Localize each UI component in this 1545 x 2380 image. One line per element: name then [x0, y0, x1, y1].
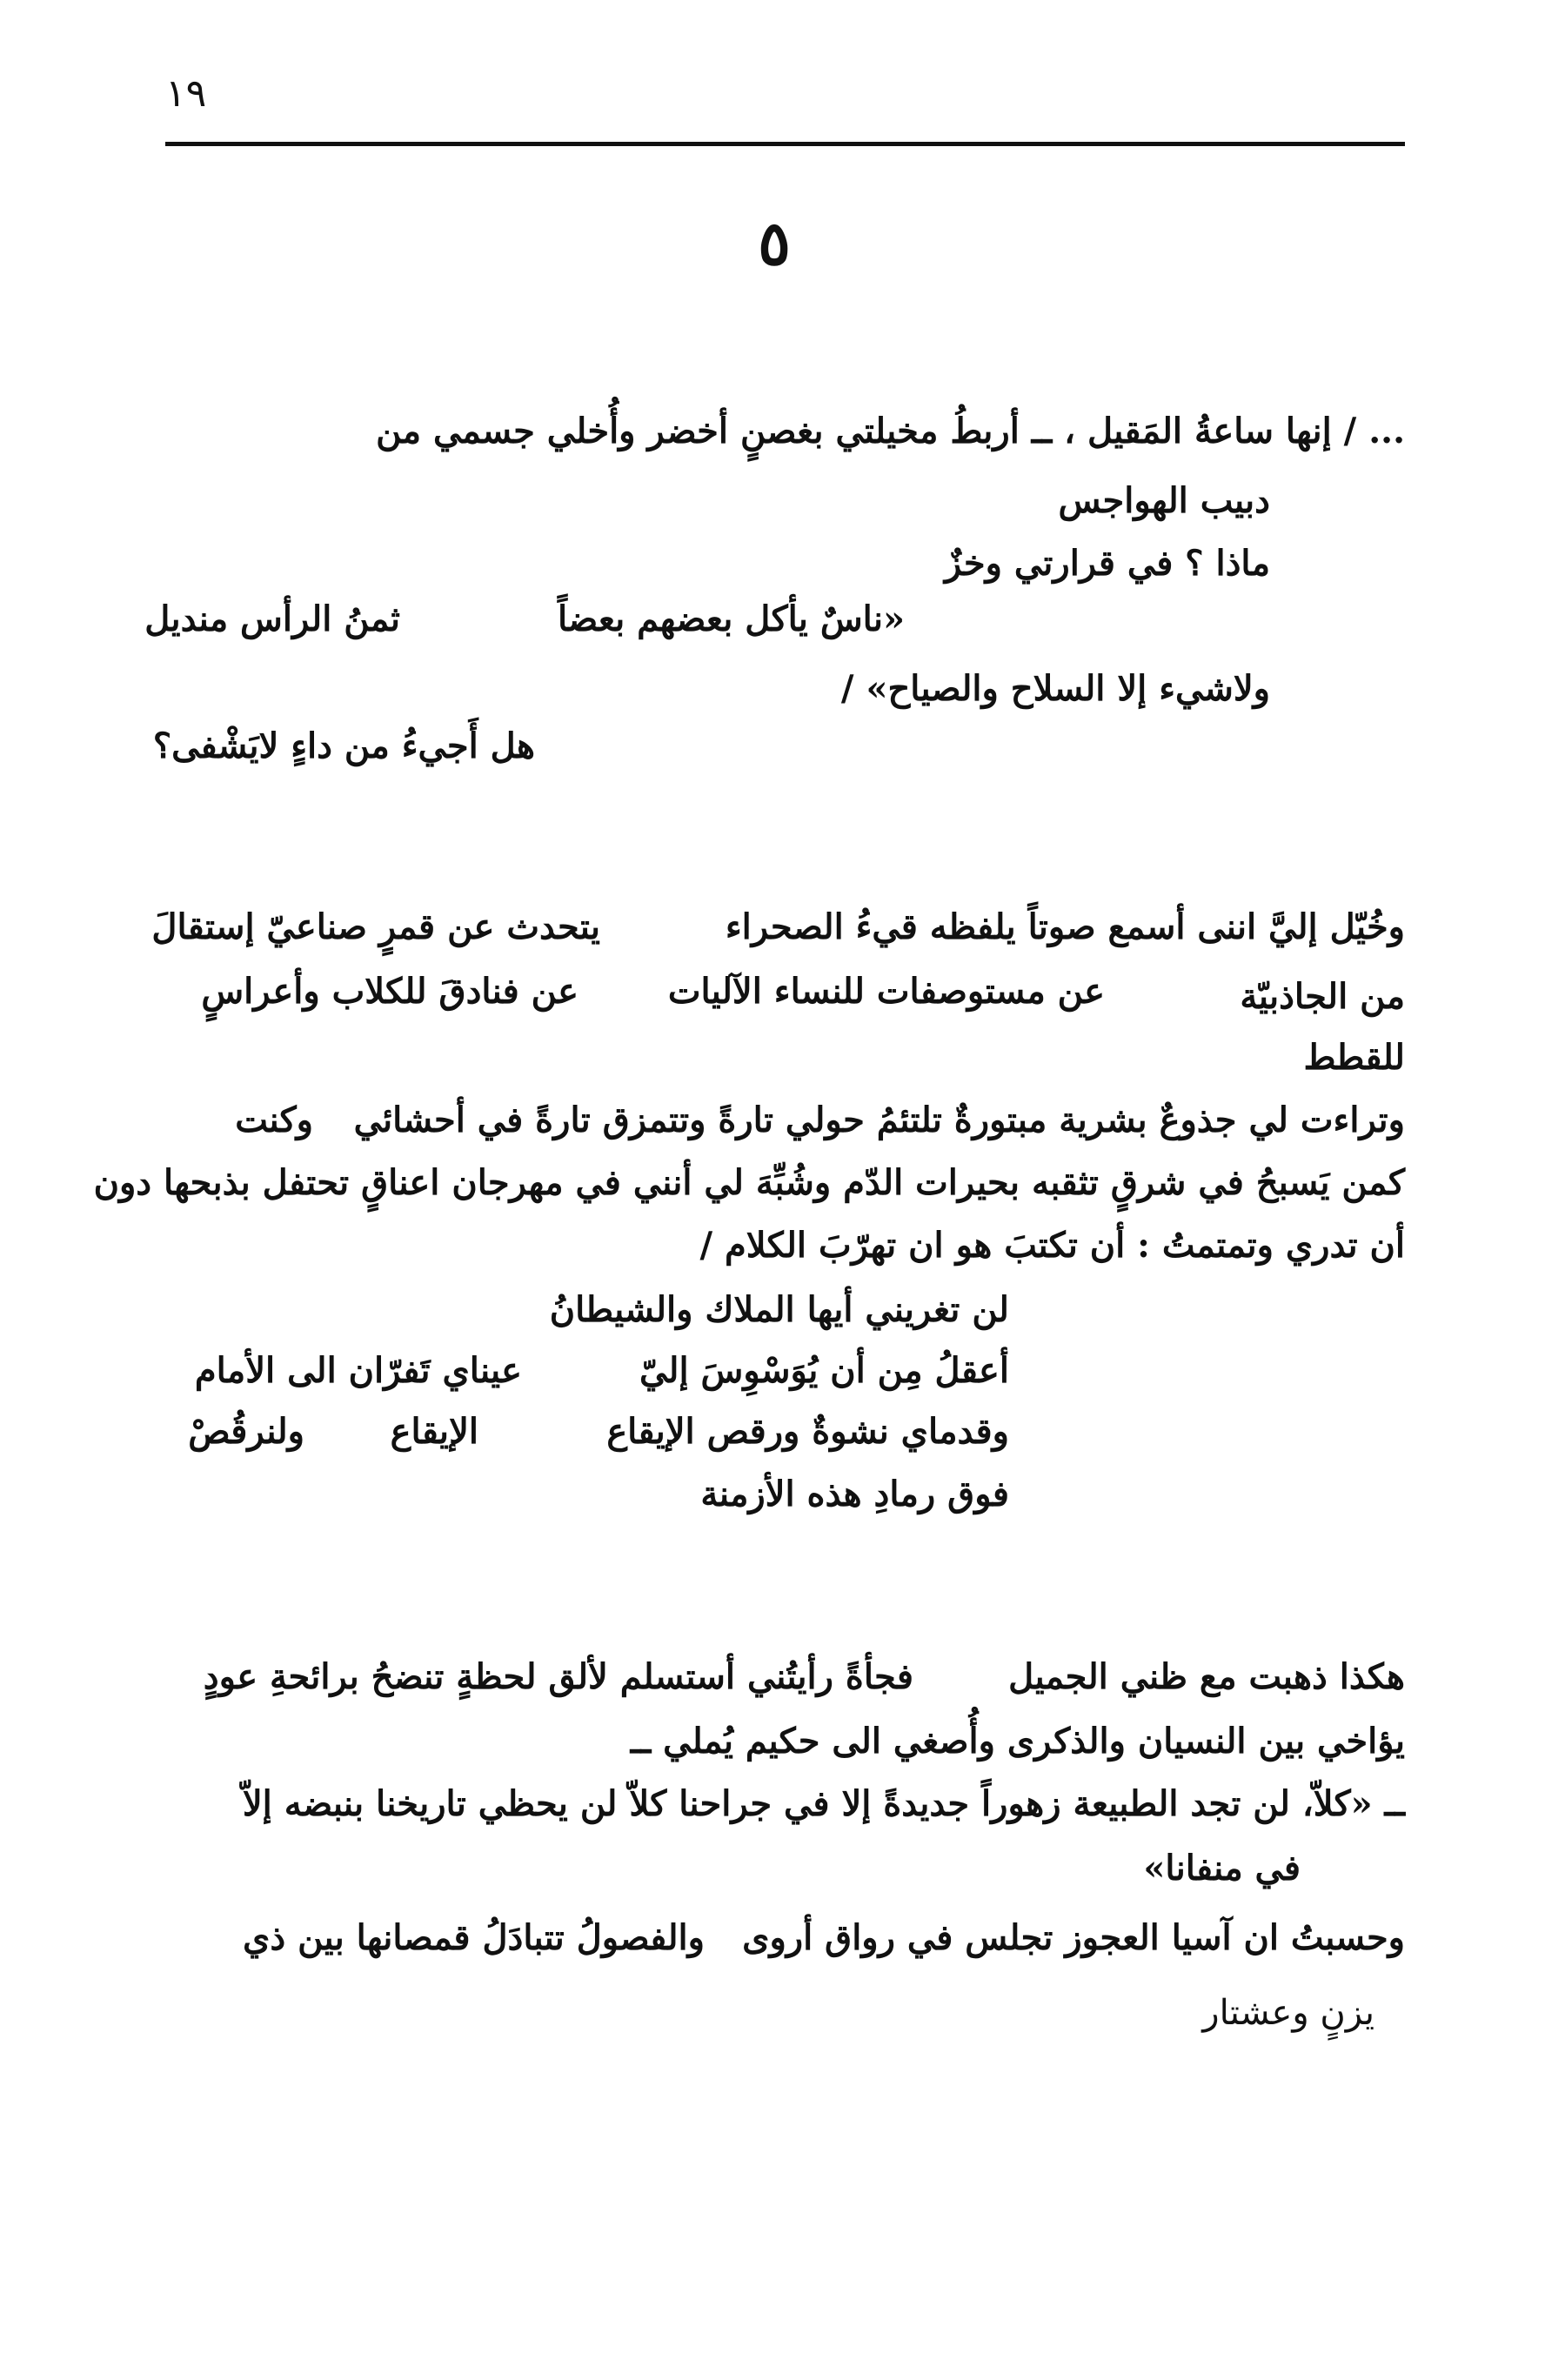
poem-line: فجأةً رأيتُني أستسلم لألق لحظةٍ تنضحُ برائحةِ عودٍ	[203, 1656, 913, 1697]
poem-line: أعقلُ مِن أن يُوَسْوِسَ إليّ	[639, 1350, 1009, 1391]
poem-line: وتراءت لي جذوعٌ بشرية مبتورةٌ تلتئمُ حولي تارةً وتتمزق تارةً في أحشائي	[353, 1100, 1405, 1140]
header-rule	[165, 142, 1405, 146]
section-number: ٥	[758, 207, 791, 279]
poem-line: ولنرقُصْ	[188, 1411, 304, 1452]
poem-line: من الجاذبيّة	[1240, 976, 1405, 1017]
poem-line: كمن يَسبحُ في شرقٍ تثقبه بحيرات الدّم وشُبِّهَ لي أنني في مهرجان اعناقٍ تحتفل بذبحها دون	[93, 1162, 1405, 1203]
poem-line: ماذا ؟ في قرارتي وخزٌ	[944, 543, 1270, 584]
poem-line: الإيقاع	[390, 1411, 478, 1452]
poem-line: لن تغريني أيها الملاك والشيطانُ	[549, 1289, 1009, 1330]
poem-line: هكذا ذهبت مع ظني الجميل	[1008, 1656, 1405, 1697]
poem-line: عن فنادقَ للكلاب وأعراسٍ	[201, 971, 579, 1012]
page-number: ١٩	[165, 71, 207, 116]
poem-line: أن تدري وتمتمتُ : أن تكتبَ هو ان تهرّبَ الكلام /	[699, 1225, 1405, 1266]
poem-line: وحسبتُ ان آسيا العجوز تجلس في رواق أروى	[742, 1917, 1405, 1958]
poem-line: يزنٍ وعشتار	[1202, 1993, 1374, 2033]
poem-line: ــ «كلاّ، لن تجد الطبيعة زهوراً جديدةً إلا في جراحنا كلاّ لن يحظي تاريخنا بنبضه إلاّ	[242, 1783, 1405, 1824]
poem-line: والفصولُ تتبادَلُ قمصانها بين ذي	[243, 1917, 705, 1958]
poem-line: يتحدث عن قمرٍ صناعيّ إستقالَ	[151, 906, 600, 947]
poem-line: «ناسٌ يأكل بعضهم بعضاً	[557, 598, 905, 639]
poem-line: في منفانا»	[1143, 1848, 1301, 1889]
poem-line: ولاشيء إلا السلاح والصياح» /	[840, 668, 1270, 709]
poem-line: هل أَجيءُ من داءٍ لايَشْفى؟	[152, 725, 535, 766]
poem-line: وقدماي نشوةٌ ورقص الإيقاع	[606, 1411, 1009, 1452]
poem-line: عن مستوصفات للنساء الآليات	[667, 971, 1105, 1012]
poem-line: فوق رمادِ هذه الأزمنة	[700, 1474, 1009, 1514]
poem-line: للقطط	[1303, 1037, 1405, 1078]
poem-line: ثمنُ الرأس منديل	[144, 598, 400, 639]
poem-line: يؤاخي بين النسيان والذكرى وأُصغي الى حكيم يُملي ــ	[630, 1721, 1405, 1762]
poem-line: عيناي تَفرّان الى الأمام	[194, 1350, 522, 1391]
poem-line: وكنت	[235, 1100, 313, 1140]
poem-line: ... / إنها ساعةُ المَقيل ، ــ أربطُ مخيلتي بغصنٍ أخضر وأُخلي جسمي من	[376, 411, 1405, 451]
poem-line: وخُيّل إليَّ اننى أسمع صوتاً يلفظه قيءُ الصحراء	[725, 906, 1405, 947]
poem-line: دبيب الهواجس	[1058, 480, 1270, 521]
